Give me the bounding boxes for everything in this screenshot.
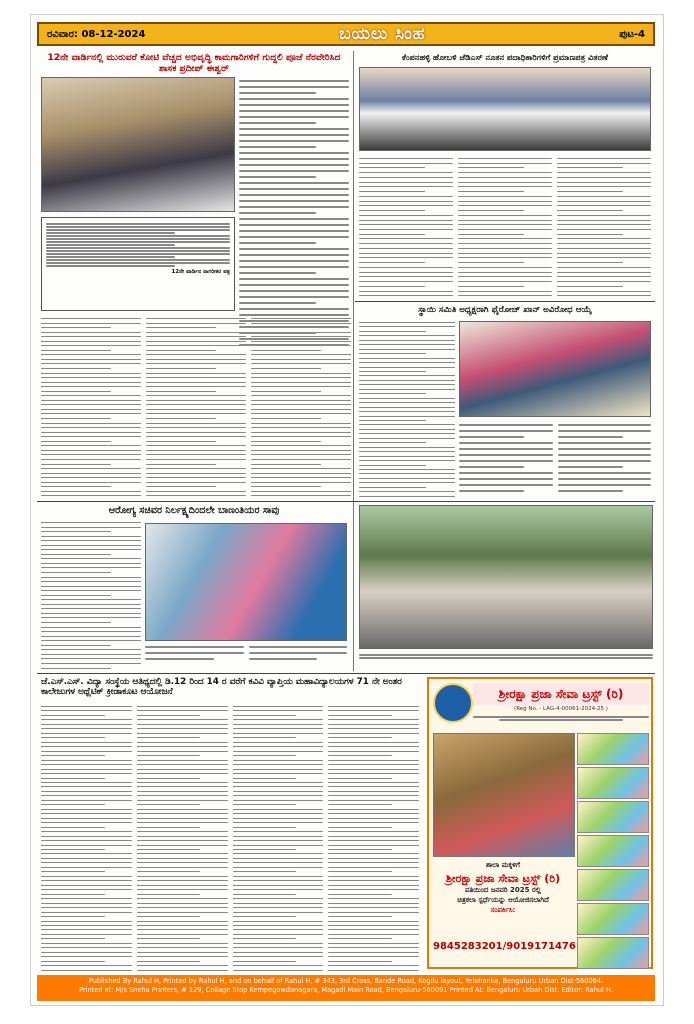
- trust-logo: [433, 683, 473, 723]
- story-5: [37, 675, 423, 973]
- story-3-photo: [459, 321, 651, 417]
- notice-trust-name: ಶ್ರೀರಕ್ಷಾ ಪ್ರಜಾ ಸೇವಾ ಟ್ರಸ್ಟ್ (ರಿ): [445, 871, 561, 885]
- drawing-sample-5: [577, 869, 649, 901]
- story-3-body-left: [359, 321, 455, 497]
- story-2: [355, 51, 655, 301]
- newspaper-page: [30, 14, 664, 1006]
- drawing-sample-3: [577, 801, 649, 833]
- section-rule: [37, 673, 655, 674]
- masthead: [37, 22, 655, 46]
- drawing-sample-6: [577, 903, 649, 935]
- event-photo: [359, 505, 653, 649]
- story-5-body: [41, 705, 419, 971]
- notice-line-1: ಶಾಲಾ ಮಕ್ಕಳಿಗೆ: [485, 861, 521, 869]
- trust-name: ಶ್ರೀರಕ್ಷಾ ಪ್ರಜಾ ಸೇವಾ ಟ್ರಸ್ಟ್ (ರಿ): [473, 683, 649, 705]
- story-1-photo: [41, 77, 235, 212]
- event-photo-caption: [359, 653, 653, 671]
- story-1-body: [41, 317, 351, 497]
- notice-line-3: ಚಿತ್ರಕಲಾ ಸ್ಪರ್ಧೆಯನ್ನು ಆಯೋಜಿಸಲಾಗಿದೆ: [457, 895, 549, 904]
- contact-phone: 9845283201/9019171476: [433, 941, 576, 952]
- drawing-sample-1: [577, 733, 649, 765]
- children-drawing-photo: [433, 733, 575, 857]
- page-number: ಪುಟ-4: [619, 28, 645, 40]
- contact-label: ಸಂಪರ್ಕಿಸಿ:: [490, 905, 516, 914]
- story-4: [37, 503, 351, 671]
- story-1-headline: 12ನೇ ವಾರ್ಡಿನಲ್ಲಿ ಮುರುವರೆ ಕೋಟಿ ವೆಚ್ಚದ ಅಭಿವೃದ್ಧಿ ಕಾಮಗಾರಿಗಳಿಗೆ ಗುದ್ದಲಿ ಪೂಜೆ ನೆರವೇರಿಸಿದ ಶಾಸಕ ಪ್ರದೀಪ್ ಈಶ್ವರ್: [47, 52, 341, 74]
- story-1-box-caption: 12ನೇ ವಾರ್ಡಿನ ನಾಗರೀಕರ ಪತ್ರ: [171, 269, 230, 275]
- story-1: [37, 51, 351, 501]
- story-4-photo: [145, 523, 347, 641]
- section-rule: [37, 501, 655, 502]
- imprint-line-1: Published By Rahul H, Printed by Rahul H, and on behalf of Rahul H, # 343, 3rd Cross, Bande Road, Kogilu layout, Yelahanka, Bengaluru Urban Dist-560064.: [88, 977, 604, 985]
- section-rule: [355, 301, 655, 302]
- paper-title: ಬಯಲು ಸಿಂಹ: [339, 24, 426, 44]
- notice-line-2: ವತಿಯಿಂದ ಜನವರಿ 2025 ರಲ್ಲಿ: [465, 886, 541, 895]
- imprint-line-2: Printed at: M/s Sneha Printers, # 129, Collage Stop Kempegowdanagara, Magadi Main Road, Bengaluru-560091 Printed At: Bengaluru Urban Dist. Editor: Rahul H.: [79, 985, 613, 994]
- trust-address: [473, 715, 649, 721]
- trust-registration: (Reg No. - LAG-4-00061-2024-25 ): [514, 706, 608, 712]
- story-1-letter-box: [41, 217, 235, 311]
- story-5-headline: ಜೆ.ಎಸ್.ಎಸ್. ವಿದ್ಯಾ ಸಂಸ್ಥೆಯ ಆತಿಥ್ಯದಲ್ಲಿ ಡಿ.12 ರಿಂದ 14 ರ ವರೆಗೆ ಕವಿವಿ ವ್ಯಾಪ್ತಿಯ ಮಹಾವಿದ್ಯಾಲಯಗಳ 71 ನೇ ಅಂತರ ಕಾಲೇಜುಗಳ ಅಥ್ಲೆಟಿಕ್ ಕ್ರೀಡಾಕೂಟ ಆಯೋಜನೆ: [41, 677, 402, 698]
- trust-advertisement: [427, 677, 653, 969]
- story-2-headline: ಕೆಂಪನಹಳ್ಳಿ ಹೋಬಳಿ ಜೆಡಿಎಸ್ ನೂತನ ಪದಾಧಿಕಾರಿಗಳಿಗೆ ಪ್ರಮಾಣಪತ್ರ ವಿತರಣೆ: [402, 52, 608, 62]
- story-4-headline: ಆರೋಗ್ಯ ಸಚಿವರ ನಿರ್ಲಕ್ಷ್ಯದಿಂದಲೇ ಬಾಣಂತಿಯರ ಸಾವು: [108, 505, 280, 516]
- drawing-sample-7: [577, 937, 649, 969]
- imprint-footer: [37, 975, 655, 1001]
- story-4-body-left: [41, 521, 141, 669]
- story-2-photo: [359, 67, 651, 151]
- story-3: [355, 303, 655, 499]
- story-2-body: [359, 157, 651, 297]
- story-4-body-right: [145, 645, 347, 669]
- story-3-body-right: [459, 423, 651, 497]
- drawing-sample-2: [577, 767, 649, 799]
- drawing-sample-4: [577, 835, 649, 867]
- column-divider: [353, 51, 354, 671]
- story-3-headline: ಸ್ಥಾಯಿ ಸಮಿತಿ ಅಧ್ಯಕ್ಷರಾಗಿ ಫೈರೋಜ್ ಖಾನ್ ಅವಿರೋಧ ಆಯ್ಕೆ: [418, 305, 592, 315]
- issue-date: ರವಿವಾರ: 08-12-2024: [47, 28, 146, 40]
- competition-notice: [433, 861, 573, 916]
